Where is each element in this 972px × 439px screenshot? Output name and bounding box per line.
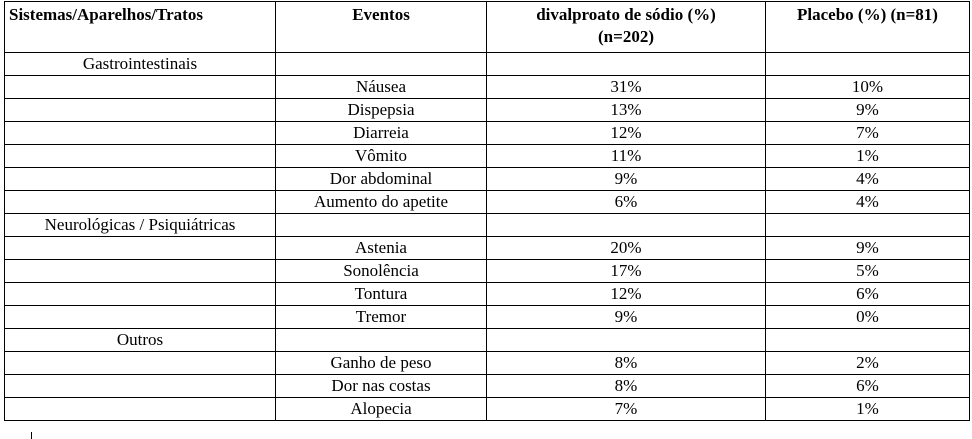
- drug-value-cell: 17%: [487, 260, 766, 283]
- table-row: [5, 283, 970, 306]
- table-row: [5, 237, 970, 260]
- placebo-value-cell: 10%: [766, 76, 970, 99]
- drug-value-cell: 9%: [487, 306, 766, 329]
- placebo-value-cell: 4%: [766, 191, 970, 214]
- event-cell: Náusea: [276, 76, 487, 99]
- category-row: [5, 214, 970, 237]
- table-row: [5, 168, 970, 191]
- drug-value-cell: 12%: [487, 283, 766, 306]
- header-drug: [487, 2, 766, 53]
- drug-value-cell: 7%: [487, 398, 766, 421]
- placebo-value-cell: 4%: [766, 168, 970, 191]
- placebo-value-cell: 2%: [766, 352, 970, 375]
- table-row: [5, 306, 970, 329]
- placebo-value-cell: 9%: [766, 237, 970, 260]
- drug-value-cell: 8%: [487, 375, 766, 398]
- table-row: [5, 122, 970, 145]
- event-cell: Diarreia: [276, 122, 487, 145]
- drug-value-cell: 9%: [487, 168, 766, 191]
- header-system: Sistemas/Aparelhos/Tratos: [5, 2, 276, 53]
- category-row: [5, 53, 970, 76]
- drug-value-cell: 11%: [487, 145, 766, 168]
- empty-cell: [5, 99, 276, 122]
- header-row: [5, 2, 970, 53]
- empty-cell: [5, 375, 276, 398]
- event-cell: Aumento do apetite: [276, 191, 487, 214]
- drug-value-cell: 12%: [487, 122, 766, 145]
- category-cell: Outros: [5, 329, 276, 352]
- empty-cell: [5, 145, 276, 168]
- placebo-value-cell: 1%: [766, 398, 970, 421]
- event-cell: Ganho de peso: [276, 352, 487, 375]
- table-row: [5, 145, 970, 168]
- empty-cell: [5, 398, 276, 421]
- drug-value-cell: 6%: [487, 191, 766, 214]
- empty-cell: [5, 168, 276, 191]
- event-cell: Vômito: [276, 145, 487, 168]
- event-cell: Dor nas costas: [276, 375, 487, 398]
- placebo-value-cell: 9%: [766, 99, 970, 122]
- category-cell: Gastrointestinais: [5, 53, 276, 76]
- header-drug-n: (n=202): [598, 27, 654, 46]
- empty-cell: [766, 214, 970, 237]
- header-event: Eventos: [276, 2, 487, 53]
- empty-cell: [5, 191, 276, 214]
- table-row: [5, 191, 970, 214]
- empty-cell: [5, 76, 276, 99]
- table-row: [5, 375, 970, 398]
- event-cell: Dor abdominal: [276, 168, 487, 191]
- empty-cell: [276, 53, 487, 76]
- event-cell: Sonolência: [276, 260, 487, 283]
- empty-cell: [5, 352, 276, 375]
- event-cell: Dispepsia: [276, 99, 487, 122]
- adverse-events-table: [4, 1, 970, 421]
- placebo-value-cell: 6%: [766, 375, 970, 398]
- event-cell: Alopecia: [276, 398, 487, 421]
- empty-cell: [766, 53, 970, 76]
- empty-cell: [487, 214, 766, 237]
- header-placebo: Placebo (%) (n=81): [766, 2, 970, 53]
- table-row: [5, 99, 970, 122]
- table-row: [5, 352, 970, 375]
- header-drug-label: divalproato de sódio (%): [536, 5, 716, 24]
- event-cell: Astenia: [276, 237, 487, 260]
- placebo-value-cell: 6%: [766, 283, 970, 306]
- drug-value-cell: 20%: [487, 237, 766, 260]
- drug-value-cell: 8%: [487, 352, 766, 375]
- event-cell: Tremor: [276, 306, 487, 329]
- category-row: [5, 329, 970, 352]
- empty-cell: [5, 122, 276, 145]
- empty-cell: [766, 329, 970, 352]
- placebo-value-cell: 5%: [766, 260, 970, 283]
- empty-cell: [5, 306, 276, 329]
- table-row: [5, 260, 970, 283]
- drug-value-cell: 13%: [487, 99, 766, 122]
- placebo-value-cell: 7%: [766, 122, 970, 145]
- placebo-value-cell: 0%: [766, 306, 970, 329]
- table-row: [5, 398, 970, 421]
- margin-tick: [31, 432, 32, 439]
- empty-cell: [5, 283, 276, 306]
- empty-cell: [487, 53, 766, 76]
- placebo-value-cell: 1%: [766, 145, 970, 168]
- empty-cell: [5, 260, 276, 283]
- empty-cell: [5, 237, 276, 260]
- empty-cell: [276, 214, 487, 237]
- event-cell: Tontura: [276, 283, 487, 306]
- empty-cell: [276, 329, 487, 352]
- category-cell: Neurológicas / Psiquiátricas: [5, 214, 276, 237]
- table-row: [5, 76, 970, 99]
- drug-value-cell: 31%: [487, 76, 766, 99]
- table-body: [5, 53, 970, 421]
- empty-cell: [487, 329, 766, 352]
